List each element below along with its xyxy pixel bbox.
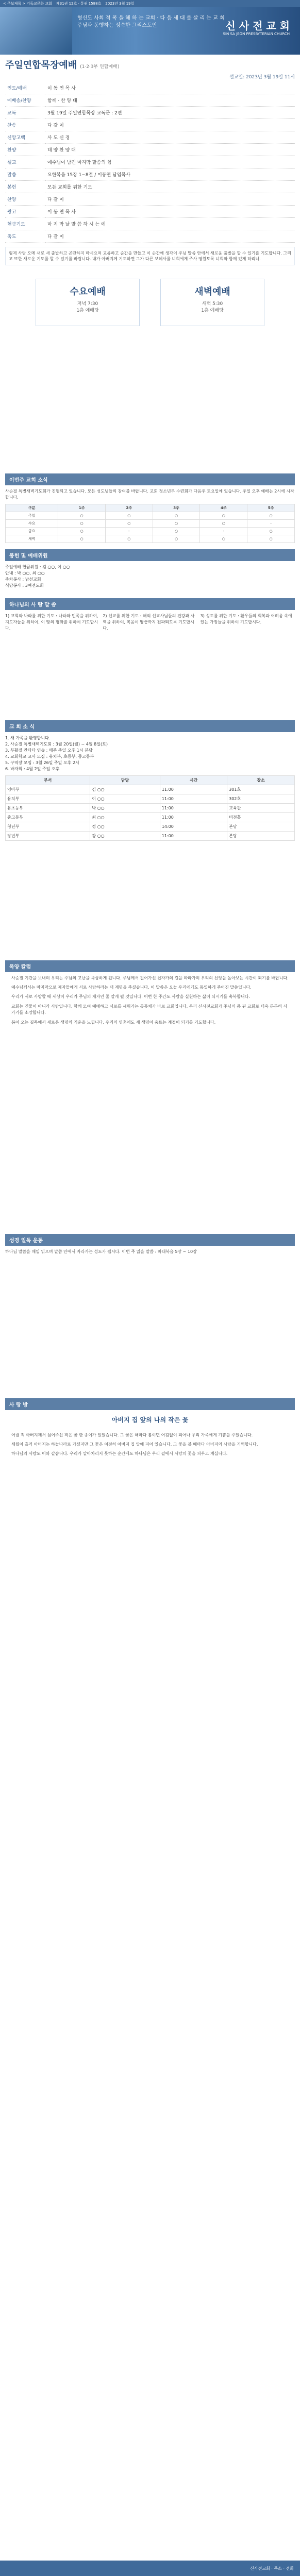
topbar-item: < 주보제목 > 기독교문화 교회 bbox=[3, 2, 53, 6]
table-cell: - bbox=[105, 527, 153, 535]
order-row bbox=[5, 156, 295, 168]
table-row bbox=[6, 812, 295, 822]
table-cell: 금요 bbox=[6, 527, 58, 535]
weekly-notes: 사순절 특별새벽기도회가 진행되고 있습니다. 모든 성도님들의 참여를 바랍니다. 교회 청소년부 수련회가 다음주 토요일에 있습니다. 주일 오후 예배는 2시에 시작합니다. bbox=[5, 489, 294, 500]
table-cell: 강 ○○ bbox=[90, 831, 160, 840]
prayer-column: 3) 성도를 위한 기도 : 환우들의 회복과 어려움 속에 있는 가정들을 위하여 기도합시다. bbox=[200, 613, 292, 624]
table-cell: ○ bbox=[105, 519, 153, 527]
paragraph: 어릴 적 아버지께서 심어주신 작은 꽃 한 송이가 있었습니다. 그 꽃은 해마다 봄이면 어김없이 피어나 우리 가족에게 기쁨을 주었습니다. bbox=[11, 1432, 253, 1437]
order-key: 찬양 bbox=[5, 144, 45, 156]
table-cell: ○ bbox=[153, 512, 200, 519]
table-cell: 11:00 bbox=[160, 803, 227, 812]
table-cell: 정 ○○ bbox=[90, 822, 160, 831]
section-header: 봉헌 및 예배위원 bbox=[5, 549, 295, 561]
table-header: 장소 bbox=[227, 775, 295, 785]
table-cell: 이 ○○ bbox=[90, 794, 160, 803]
column-section bbox=[0, 957, 300, 1035]
sermon-date: 설교일: 2023년 3월 19일 11시 bbox=[229, 75, 295, 80]
order-row bbox=[5, 193, 295, 206]
table-cell: ○ bbox=[153, 535, 200, 543]
order-value: 요한복음 15장 1~8절 / 이동연 담임목사 bbox=[45, 168, 295, 181]
table-cell: ○ bbox=[58, 527, 106, 535]
list-item: 3. 부활절 칸타타 연습 : 매주 주일 오후 1시 본당 bbox=[5, 748, 93, 753]
order-key: 축도 bbox=[5, 230, 45, 243]
list-item: 식당봉사 : 3여전도회 bbox=[5, 583, 44, 588]
table-cell: ○ bbox=[200, 535, 247, 543]
order-value: 다 같 이 bbox=[45, 193, 295, 206]
order-value: 다 같 이 bbox=[45, 119, 295, 131]
table-row bbox=[6, 831, 295, 840]
hero-photo bbox=[0, 7, 72, 55]
order-value: 태 양 찬 양 대 bbox=[45, 144, 295, 156]
section-header: 교 회 소 식 bbox=[5, 720, 295, 732]
table-row bbox=[6, 535, 295, 543]
paragraph: 하나님의 사랑도 이와 같습니다. 우리가 알아차리지 못하는 순간에도 하나님은 우리 곁에서 사랑의 꽃을 피우고 계십니다. bbox=[11, 1451, 228, 1456]
table-cell: 302호 bbox=[227, 794, 295, 803]
department-table bbox=[5, 775, 295, 841]
news-list bbox=[5, 732, 295, 775]
list-item: 2. 사순절 특별새벽기도회 : 3월 20일(월) ~ 4월 8일(토) bbox=[5, 741, 108, 747]
table-header: 4주 bbox=[200, 504, 247, 512]
table-cell: 최 ○○ bbox=[90, 812, 160, 822]
table-cell: ○ bbox=[58, 512, 106, 519]
list-item: 주일예배 헌금위원 : 김 ○○, 이 ○○ bbox=[5, 564, 70, 569]
table-row bbox=[6, 803, 295, 812]
order-key: 설교 bbox=[5, 156, 45, 168]
list-item: 주차봉사 : 남선교회 bbox=[5, 577, 41, 582]
table-row bbox=[6, 822, 295, 831]
pastor-body bbox=[5, 1429, 295, 1464]
table-cell: - bbox=[200, 527, 247, 535]
hero-banner bbox=[0, 7, 300, 55]
table-cell: ○ bbox=[58, 519, 106, 527]
table-cell: - bbox=[247, 519, 295, 527]
order-row bbox=[5, 230, 295, 243]
table-cell: ○ bbox=[247, 535, 295, 543]
order-key: 예배송/찬양 bbox=[5, 94, 45, 107]
service-dawn: 새벽예배 새벽 5:30 1층 예배당 bbox=[160, 279, 264, 326]
section-header: 사 랑 방 bbox=[5, 1398, 295, 1410]
hero-motto-2: 주님과 동행하는 성숙한 그리스도인 bbox=[77, 23, 157, 28]
section-header: 하나님의 사 랑 말 씀 bbox=[5, 598, 295, 610]
worship-order bbox=[0, 55, 300, 268]
order-row bbox=[5, 94, 295, 107]
page-title: 주일연합목장예배 (1·2·3부 연합예배) bbox=[5, 60, 120, 71]
table-cell: 14:00 bbox=[160, 822, 227, 831]
table-cell: ○ bbox=[105, 512, 153, 519]
list-item: 5. 구역장 모임 : 3월 26일 주일 오후 2시 bbox=[5, 760, 79, 765]
table-cell: ○ bbox=[200, 519, 247, 527]
reading-text: 형제 사랑 오메 새로 새 출발하고 곤란하지 마시요며 교류하고 순간을 만들고 이 순간에 생각이 주님 말씀 안에서 새로운 출발을 할 수 있기를 기도합니다. 그리고 또한 새로운 기도를 할 수 있기를 바랍니다. 내가 아버지께 기도하면 그가 다른 보혜사를 너희에게 주사 영원토록 너희와 함께 있게 하리니. bbox=[5, 247, 295, 265]
table-cell: ○ bbox=[58, 535, 106, 543]
paragraph: 예수님께서는 마지막으로 제자들에게 서로 사랑하라는 새 계명을 주셨습니다. 이 말씀은 오늘 우리에게도 동일하게 주어진 말씀입니다. bbox=[11, 985, 252, 990]
paragraph: 세월이 흘러 아버지는 하늘나라로 가셨지만 그 꽃은 여전히 아버지 집 앞에 피어 있습니다. 그 꽃을 볼 때마다 아버지의 사랑을 기억합니다. bbox=[11, 1442, 258, 1447]
table-cell: 새벽 bbox=[6, 535, 58, 543]
table-cell: 11:00 bbox=[160, 812, 227, 822]
order-row bbox=[5, 119, 295, 131]
offering-section bbox=[0, 546, 300, 595]
list-item: 6. 바자회 : 4월 2일 주일 오후 bbox=[5, 766, 60, 771]
order-key: 말씀 bbox=[5, 168, 45, 181]
table-row bbox=[6, 512, 295, 519]
table-cell: 비전홀 bbox=[227, 812, 295, 822]
order-key: 헌금기도 bbox=[5, 218, 45, 230]
pastor-section bbox=[0, 1395, 300, 1467]
table-cell: 주일 bbox=[6, 512, 58, 519]
topbar-item: 제31권 12호 · 통권 1588호 bbox=[56, 2, 102, 6]
paragraph: 사순절 기간을 보내며 우리는 주님의 고난을 묵상하게 됩니다. 주님께서 걸어가신 십자가의 길을 따라가며 우리의 신앙을 돌아보는 시간이 되기를 바랍니다. bbox=[11, 975, 289, 980]
order-key: 신앙고백 bbox=[5, 131, 45, 144]
table-cell: 김 ○○ bbox=[90, 785, 160, 794]
prayer-column: 1) 교회와 나라를 위한 기도 : 나라와 민족을 위하여, 지도자들을 위하여, 이 땅의 평화를 위하여 기도합시다. bbox=[5, 613, 98, 631]
church-name-eng: SIN SA JEON PRESBYTERIAN CHURCH bbox=[223, 32, 290, 36]
church-name: 신 사 전 교 회 bbox=[225, 20, 290, 32]
order-key: 인도/예배 bbox=[5, 82, 45, 94]
order-row bbox=[5, 131, 295, 144]
weekly-section bbox=[0, 470, 300, 546]
table-cell: 청년부 bbox=[6, 822, 90, 831]
order-value: 모든 교회를 위한 기도 bbox=[45, 181, 295, 193]
section-header: 이번주 교회 소식 bbox=[5, 473, 295, 485]
paragraph: 교회는 건물이 아니라 사람입니다. 함께 모여 예배하고 서로를 세워가는 공동체가 바로 교회입니다. 우리 신사전교회가 주님의 몸 된 교회로 더욱 든든히 서 가기를 소망합니다. bbox=[11, 1004, 288, 1015]
news-section bbox=[0, 717, 300, 844]
table-cell: 본당 bbox=[227, 822, 295, 831]
table-cell: 중고등부 bbox=[6, 812, 90, 822]
table-cell: ○ bbox=[200, 512, 247, 519]
order-value: 이 동 연 목 사 bbox=[45, 82, 295, 94]
weekly-table bbox=[5, 504, 295, 543]
list-item: 1. 새 가족을 환영합니다. bbox=[5, 735, 51, 740]
table-row bbox=[6, 785, 295, 794]
table-cell: ○ bbox=[105, 535, 153, 543]
order-key: 봉헌 bbox=[5, 181, 45, 193]
table-row bbox=[6, 527, 295, 535]
order-value: 3월 19일 주일연합목장 교독문 : 2편 bbox=[45, 107, 295, 119]
table-header: 5주 bbox=[247, 504, 295, 512]
table-cell: 301호 bbox=[227, 785, 295, 794]
table-row bbox=[6, 794, 295, 803]
column-body bbox=[5, 972, 295, 1032]
table-cell: 11:00 bbox=[160, 831, 227, 840]
order-row bbox=[5, 82, 295, 94]
table-header: 구분 bbox=[6, 504, 58, 512]
table-cell: ○ bbox=[153, 519, 200, 527]
table-header: 3주 bbox=[153, 504, 200, 512]
order-row bbox=[5, 144, 295, 156]
service-boxes bbox=[0, 279, 300, 326]
order-row bbox=[5, 206, 295, 218]
list-item: 4. 교회학교 교사 모집 : 유치부, 초등부, 중고등부 bbox=[5, 754, 94, 759]
pastor-title: 아버지 집 앞의 나의 작은 꽃 bbox=[111, 1416, 189, 1423]
order-value: 예수님이 남긴 마지막 말씀의 힘 bbox=[45, 156, 295, 168]
order-row bbox=[5, 218, 295, 230]
table-header: 시간 bbox=[160, 775, 227, 785]
table-cell: ○ bbox=[153, 527, 200, 535]
order-value: 이 동 연 목 사 bbox=[45, 206, 295, 218]
order-row bbox=[5, 107, 295, 119]
table-cell: 유치부 bbox=[6, 794, 90, 803]
hero-motto: 형신도 사회 적 폭 을 해 하 는 교회 · 다 음 세 대 를 살 리 는 교 회 bbox=[77, 15, 225, 21]
paragraph: 봄이 오는 길목에서 새로운 생명의 기운을 느낍니다. 우리의 영혼에도 새 생명이 움트는 계절이 되기를 기도합니다. bbox=[11, 1020, 216, 1025]
service-wednesday: 수요예배 저녁 7:30 1층 예배당 bbox=[36, 279, 140, 326]
order-key: 광고 bbox=[5, 206, 45, 218]
order-table bbox=[5, 82, 295, 243]
order-key: 교독 bbox=[5, 107, 45, 119]
order-key: 찬송 bbox=[5, 119, 45, 131]
table-cell: 영아부 bbox=[6, 785, 90, 794]
table-header: 2주 bbox=[105, 504, 153, 512]
table-header: 담당 bbox=[90, 775, 160, 785]
table-cell: 11:00 bbox=[160, 785, 227, 794]
offering-list bbox=[5, 561, 295, 592]
table-cell: 교육관 bbox=[227, 803, 295, 812]
closing-section bbox=[0, 1231, 300, 1261]
order-value: 다 같 이 bbox=[45, 230, 295, 243]
table-cell: 11:00 bbox=[160, 794, 227, 803]
section-header: 성경 일독 운동 bbox=[5, 1234, 295, 1246]
order-value: 함께 · 찬 양 대 bbox=[45, 94, 295, 107]
table-cell: ○ bbox=[247, 512, 295, 519]
paragraph: 우리가 서로 사랑할 때 세상이 우리가 주님의 제자인 줄 알게 될 것입니다. 이번 한 주간도 사랑을 실천하는 삶이 되시기를 축복합니다. bbox=[11, 994, 250, 999]
table-cell: 유초등부 bbox=[6, 803, 90, 812]
table-cell: 수요 bbox=[6, 519, 58, 527]
prayer-section bbox=[0, 595, 300, 635]
footer: 신사전교회 · 주소 · 전화 bbox=[0, 2561, 300, 2576]
order-value: 마 지 막 날 말 씀 하 시 는 예 bbox=[45, 218, 295, 230]
table-cell: 본당 bbox=[227, 831, 295, 840]
topbar-item: 2023년 3월 19일 bbox=[105, 2, 135, 6]
prayer-column: 2) 선교를 위한 기도 : 해외 선교사님들의 건강과 사역을 위하여, 복음이 땅끝까지 전파되도록 기도합시다. bbox=[103, 613, 195, 631]
table-cell: ○ bbox=[247, 527, 295, 535]
table-cell: 박 ○○ bbox=[90, 803, 160, 812]
order-value: 사 도 신 경 bbox=[45, 131, 295, 144]
table-header: 부서 bbox=[6, 775, 90, 785]
list-item: 안내 : 박 ○○, 최 ○○ bbox=[5, 570, 45, 575]
table-header: 1주 bbox=[58, 504, 106, 512]
table-cell: 장년부 bbox=[6, 831, 90, 840]
top-bar bbox=[0, 0, 300, 7]
table-row bbox=[6, 519, 295, 527]
order-key: 찬양 bbox=[5, 193, 45, 206]
prayer-grid bbox=[5, 610, 295, 632]
section-header: 목양 칼럼 bbox=[5, 960, 295, 972]
order-row bbox=[5, 168, 295, 181]
closing-text: 하나님 말씀을 매일 읽으며 말씀 안에서 자라가는 성도가 됩시다. 이번 주 읽을 말씀 : 마태복음 5장 ~ 10장 bbox=[5, 1249, 197, 1254]
order-row bbox=[5, 181, 295, 193]
